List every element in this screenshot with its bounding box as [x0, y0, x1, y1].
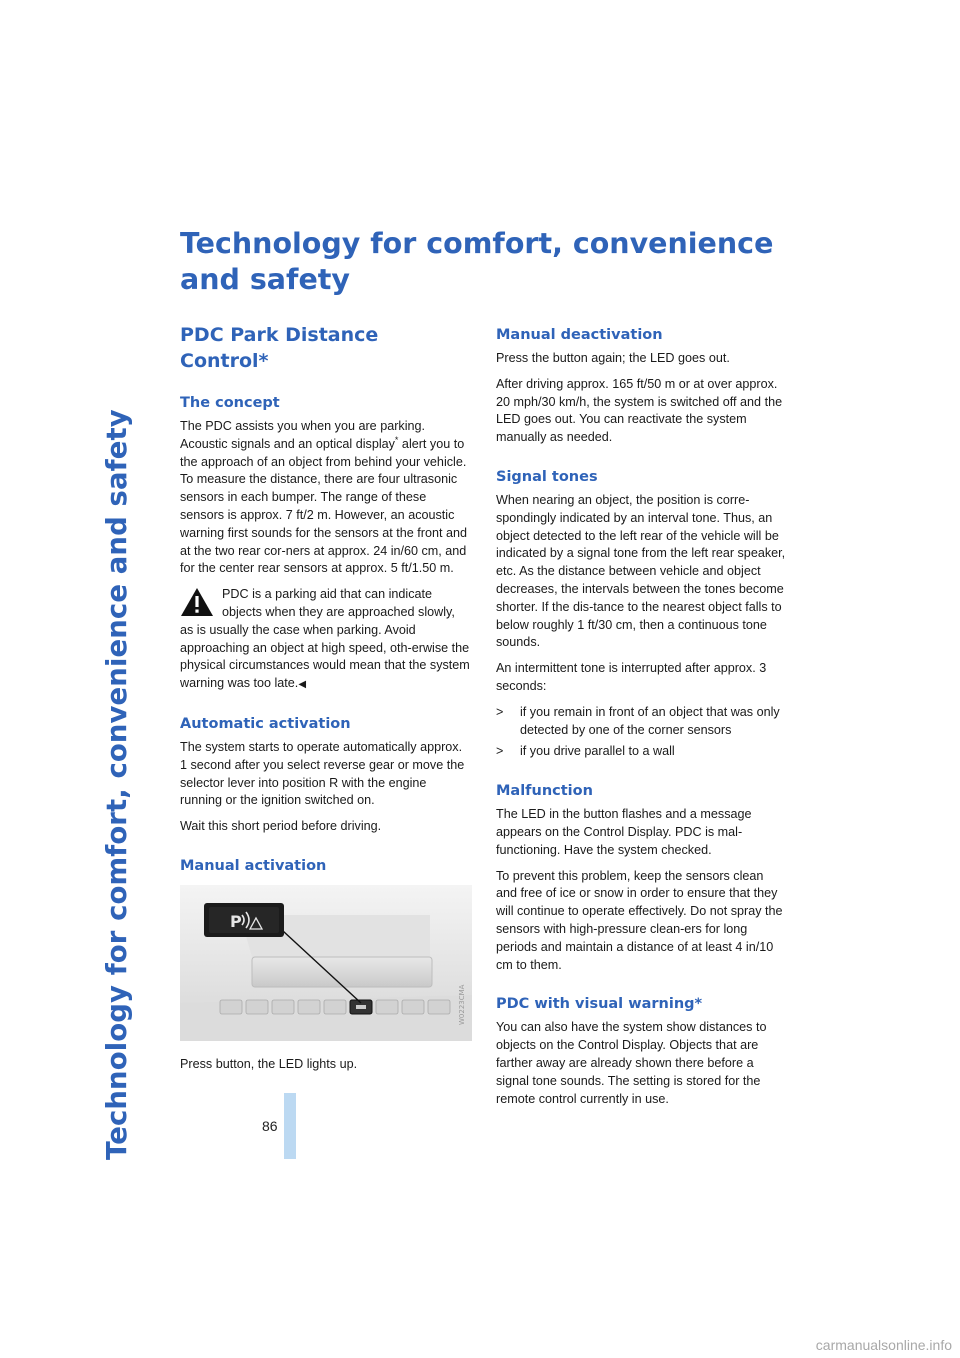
malfunction-p1: The LED in the button flashes and a message appears on the Control Display. PDC is mal-functioning. Have the system checked.: [496, 807, 752, 857]
manual-deactivation-heading: Manual deactivation: [496, 327, 663, 343]
visual-warning-heading: PDC with visual warning*: [496, 996, 703, 1013]
signal-tones-p2: An intermittent tone is interrupted after approx. 3 seconds:: [496, 661, 767, 693]
page-title: Technology for comfort, convenience and safety: [180, 227, 774, 296]
svg-text:P: P: [230, 911, 242, 931]
malfunction-heading: Malfunction: [496, 783, 593, 800]
section-heading: PDC Park Distance Control*: [180, 324, 379, 372]
warning-note: PDC is a parking aid that can indicate objects when they are approached slowly, as is usually the case when parking. Avoid approaching an object at high speed, oth-erwise the physical circumstances would mean that the system warning was too late.◀: [180, 587, 470, 691]
list-item: > if you drive parallel to a wall: [496, 744, 675, 759]
manual-deactivation-p2: After driving approx. 165 ft/50 m or at over approx. 20 mph/30 km/h, the system is switched off and the LED goes out. You can reactivate the system manually as needed.: [496, 376, 783, 445]
figure-code-label: W0223CMA: [458, 984, 466, 1025]
auto-activation-p2: Wait this short period before driving.: [180, 819, 382, 834]
list-item: > if you remain in front of an object that was only detected by one of the corner sensors: [496, 704, 780, 737]
malfunction-p2: To prevent this problem, keep the sensors clean and free of ice or snow in order to ensure that they will continue to operate effectively. Do not spray the sensors with high-pressure clean-ers for long periods and maintain a distance of at least 4 in/10 cm to them.: [496, 868, 783, 972]
signal-tones-list: [496, 704, 786, 761]
watermark: carmanualsonline.info: [815, 1337, 952, 1353]
manual-activation-caption: Press button, the LED lights up.: [180, 1056, 358, 1071]
auto-activation-p1: The system starts to operate automatically approx. 1 second after you select reverse gear or move the selector lever into position R with the engine running or the ignition switched on.: [180, 739, 465, 808]
page-number: 86: [262, 1118, 278, 1134]
signal-tones-p1: When nearing an object, the position is corre-spondingly indicated by an interval tone. Thus, an object detected to the left rear of the vehicle will be indicated by a signal tone from the left rear speaker, etc. As the distance between vehicle and object decreases, the intervals between the tones become shorter. If the dis-tance to the nearest object falls to below roughly 1 ft/30 cm, then a continuous tone sounds.: [496, 492, 786, 650]
signal-tones-heading: Signal tones: [496, 468, 598, 485]
warning-triangle-icon: [180, 587, 214, 617]
pdc-button-illustration: [180, 885, 472, 1041]
end-mark-icon: ◀: [298, 679, 307, 691]
manual-activation-heading: Manual activation: [180, 857, 327, 874]
concept-heading: The concept: [180, 395, 280, 411]
option-star: *: [394, 434, 399, 445]
concept-paragraph: The PDC assists you when you are parking. Acoustic signals and an optical display* alert you to the approach of an object from behind your vehicle. To measure the distance, there are four ultrasonic sensors in each bumper. The range of these sensors is approx. 7 ft/2 m. However, an acoustic warning first sounds for the sensors at the front and at the two rear cor-ners at approx. 24 in/60 cm, and for the center rear sensors at approx. 5 ft/1.50 m.: [180, 419, 468, 576]
auto-activation-heading: Automatic activation: [180, 715, 351, 732]
manual-deactivation-p1: Press the button again; the LED goes out.: [496, 351, 730, 365]
left-column: [180, 322, 470, 1082]
visual-warning-p1: You can also have the system show distances to objects on the Control Display. Objects that are farther away are already shown there before a signal tone sounds. The setting is stored for the remote control currently in use.: [496, 1020, 767, 1106]
page-marker-bar: [284, 1093, 296, 1159]
side-chapter-title: Technology for comfort, convenience and safety: [101, 409, 133, 1160]
right-column: [496, 325, 786, 1116]
